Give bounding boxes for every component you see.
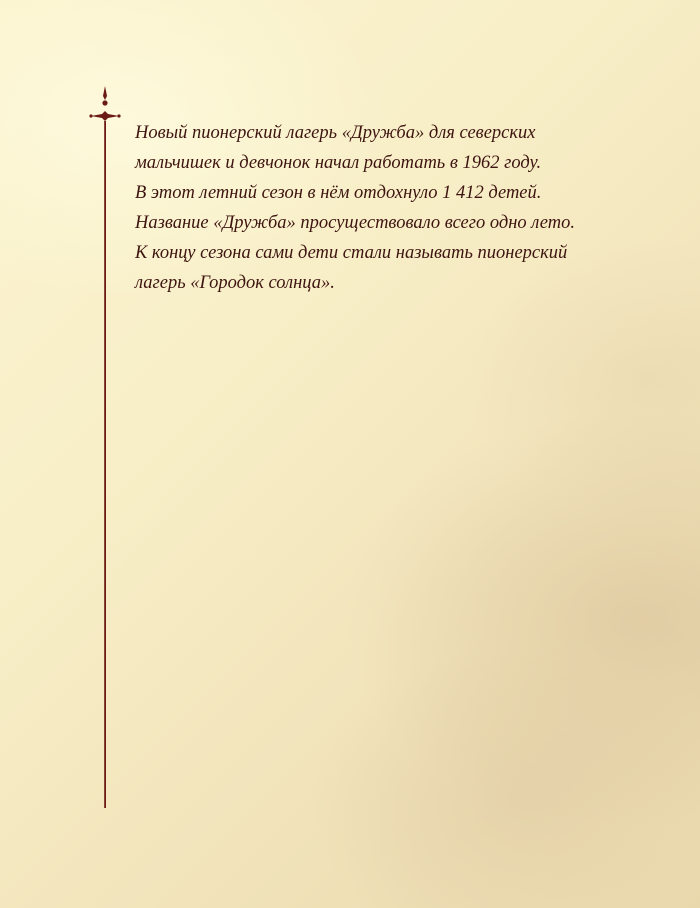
paragraph-line: лагерь «Городок солнца». xyxy=(135,273,335,293)
paragraph-line: В этот летний сезон в нём отдохнуло 1 412 детей. xyxy=(135,183,542,203)
paragraph-line: Название «Дружба» просуществовало всего одно лето. xyxy=(135,213,575,233)
paragraph-line: мальчишек и девчонок начал работать в 1962 году. xyxy=(135,153,542,173)
paragraph xyxy=(135,118,675,298)
paragraph-line: К концу сезона сами дети стали называть пионерский xyxy=(135,243,568,263)
sword-divider-icon xyxy=(88,86,122,808)
paragraph-line: Новый пионерский лагерь «Дружба» для северских xyxy=(135,123,536,143)
